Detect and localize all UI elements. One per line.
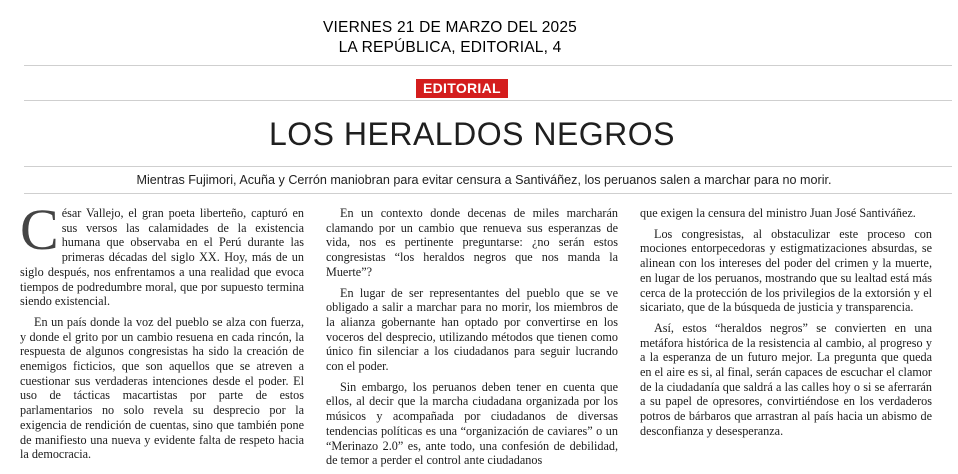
subhead-bottom-divider	[24, 193, 952, 194]
paragraph-text: ésar Vallejo, el gran poeta liberteño, capturó en sus versos las calamidades de la existencia humana que observaba en el Perú durante las primeras décadas del siglo XX. Hoy, más de un siglo después, nos enfrentamos a una realidad que evoca tiempos de podredumbre moral, que por supuesto termina siendo existencial.	[20, 206, 304, 309]
section-tag: EDITORIAL	[416, 79, 508, 98]
paragraph: En un contexto donde decenas de miles marcharán clamando por un cambio que renueva sus esperanzas de vida, nos es pertinente preguntarse: ¿no serán estos congresistas “los heraldos negros que nos manda la Muerte”?	[326, 206, 618, 279]
paragraph: que exigen la censura del ministro Juan José Santiváñez.	[640, 206, 916, 220]
column-3	[640, 206, 932, 445]
paragraph: En lugar de ser representantes del pueblo que se ve obligado a salir a marchar para no morir, los miembros de la alianza gobernante han optado por convertirse en los voceros del desprecio, utilizando métodos que tienen como único fin silenciar a los ciudadanos para seguir lucrando con el poder.	[326, 285, 618, 374]
section-divider	[24, 100, 952, 101]
paragraph: En un país donde la voz del pueblo se alza con fuerza, y donde el grito por un cambio resuena en cada rincón, la respuesta de algunos congresistas ha sido la creación de enemigos ficticios, que son aquellos que se atreven a cuestionar sus verdaderas intenciones desde el poder. El uso de tácticas macartistas por parte de estos parlamentarios no solo revela su desprecio por la exigencia de rendición de cuentas, sino que también pone de manifiesto una nueva y evidente falta de respeto hacia la democracia.	[20, 314, 304, 462]
paragraph	[20, 197, 304, 309]
headline: LOS HERALDOS NEGROS	[268, 116, 676, 152]
column-2	[326, 206, 618, 474]
column-1	[20, 197, 304, 468]
paragraph: Los congresistas, al obstaculizar este proceso con mociones entorpecedoras y estigmatizaciones absurdas, se alinean con los intereses del poder del crimen y la muerte, en lugar de los peruanos, mostrando que su lealtad está más cerca de la protección de los privilegios de la extorsión y el sicariato, que de la búsqueda de justicia y transparencia.	[640, 226, 932, 315]
dateline-date: VIERNES 21 DE MARZO DEL 2025	[323, 19, 577, 36]
paragraph: Así, estos “heraldos negros” se convierten en una metáfora histórica de la resistencia al cambio, al progreso y a la esperanza de un futuro mejor. La pregunta que queda en el aire es si, al final, serán capaces de escuchar el clamor de la ciudadanía que saldrá a las calles hoy o si se aferrarán a su papel de opresores, convirtiéndose en los verdaderos potros de bárbaros que arrastran al país hacia un abismo de desconfianza y desesperanza.	[640, 320, 932, 438]
dateline-source: LA REPÚBLICA, EDITORIAL, 4	[338, 39, 562, 56]
dateline	[0, 18, 900, 58]
top-divider	[24, 65, 952, 66]
subhead-top-divider	[24, 166, 952, 167]
drop-cap: C	[20, 197, 59, 262]
subhead: Mientras Fujimori, Acuña y Cerrón maniobran para evitar censura a Santiváñez, los peruanos salen a marchar para no morir.	[136, 173, 832, 187]
paragraph: Sin embargo, los peruanos deben tener en cuenta que ellos, al decir que la marcha ciudadana organizada por los músicos y acompañada por ciudadanos de diversas tendencias políticas es una “organización de caviares” o un “Merinazo 2.0” es, ante todo, una confesión de debilidad, de temor a perder el control ante ciudadanos	[326, 379, 618, 468]
